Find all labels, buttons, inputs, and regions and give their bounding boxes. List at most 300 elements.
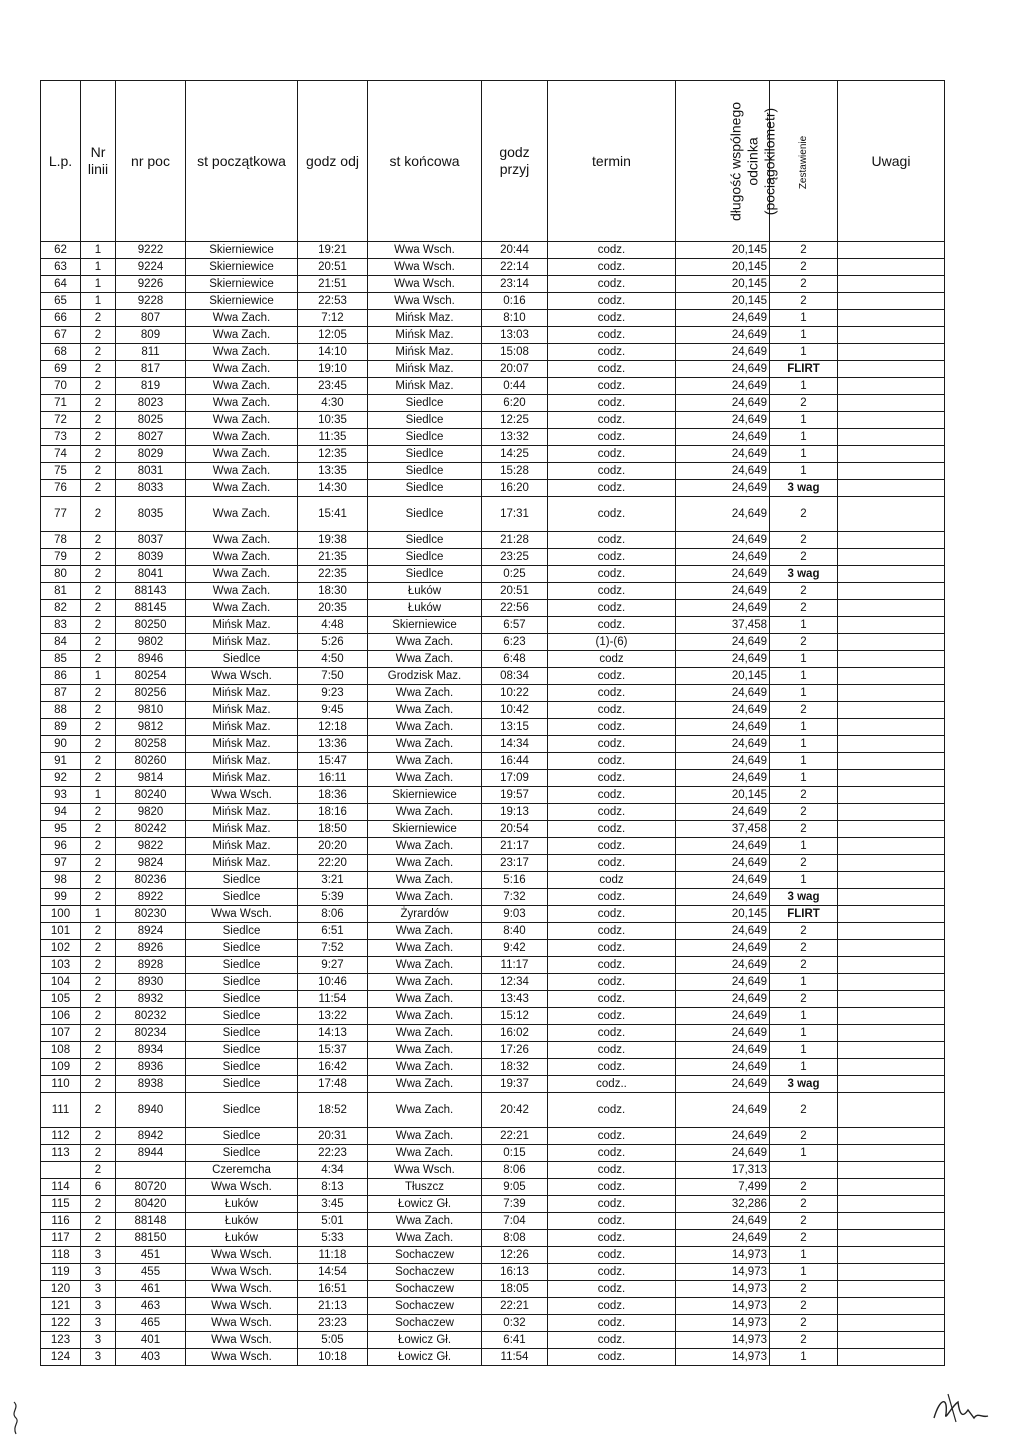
table-row [41,872,945,889]
table-row [41,685,945,702]
cell-uwagi [838,872,945,889]
cell-godz-przyj: 6:48 [482,651,548,668]
cell-lp: 86 [41,668,81,685]
cell-st-koncowa: Wwa Wsch. [368,259,482,276]
cell-nr-poc: 8033 [116,480,186,497]
cell-dlugosc: 20,145 [676,668,770,685]
cell-godz-przyj: 14:25 [482,446,548,463]
cell-godz-odj: 4:34 [298,1162,368,1179]
cell-st-koncowa: Łowicz Gł. [368,1349,482,1366]
cell-zestawienie: 2 [770,1213,838,1230]
cell-godz-przyj: 23:25 [482,549,548,566]
cell-lp: 72 [41,412,81,429]
cell-uwagi [838,770,945,787]
cell-godz-przyj: 5:16 [482,872,548,889]
table-row [41,395,945,412]
cell-nr-linii: 2 [81,1008,116,1025]
table-row [41,753,945,770]
cell-dlugosc: 32,286 [676,1196,770,1213]
cell-godz-przyj: 7:04 [482,1213,548,1230]
cell-nr-poc: 451 [116,1247,186,1264]
cell-dlugosc: 20,145 [676,242,770,259]
signature-scribble [930,1388,990,1428]
cell-dlugosc: 24,649 [676,957,770,974]
cell-st-poczatkowa: Wwa Zach. [186,378,298,395]
cell-st-poczatkowa: Wwa Zach. [186,361,298,378]
cell-lp: 92 [41,770,81,787]
cell-st-poczatkowa: Wwa Zach. [186,583,298,600]
cell-termin: codz [548,872,676,889]
table-row [41,429,945,446]
cell-dlugosc: 24,649 [676,600,770,617]
cell-uwagi [838,940,945,957]
cell-zestawienie: 1 [770,378,838,395]
cell-nr-poc: 80232 [116,1008,186,1025]
cell-nr-poc: 80258 [116,736,186,753]
cell-termin: codz. [548,1093,676,1128]
cell-lp: 83 [41,617,81,634]
cell-dlugosc: 24,649 [676,1093,770,1128]
table-row [41,617,945,634]
cell-uwagi [838,1264,945,1281]
cell-nr-linii: 3 [81,1281,116,1298]
cell-st-poczatkowa: Łuków [186,1196,298,1213]
cell-nr-linii: 2 [81,838,116,855]
table-row [41,821,945,838]
cell-zestawienie: 1 [770,685,838,702]
cell-lp: 85 [41,651,81,668]
cell-st-poczatkowa: Wwa Wsch. [186,1349,298,1366]
cell-godz-przyj: 15:08 [482,344,548,361]
table-row [41,293,945,310]
cell-nr-poc: 8922 [116,889,186,906]
cell-lp [41,1162,81,1179]
header-dlugosc [676,81,778,242]
cell-zestawienie: 2 [770,1315,838,1332]
cell-zestawienie: 2 [770,583,838,600]
cell-nr-linii: 2 [81,1196,116,1213]
cell-nr-poc: 819 [116,378,186,395]
cell-uwagi [838,293,945,310]
cell-nr-poc: 9802 [116,634,186,651]
table-row [41,1145,945,1162]
cell-nr-linii: 2 [81,395,116,412]
cell-dlugosc: 24,649 [676,429,770,446]
cell-zestawienie: 2 [770,634,838,651]
cell-lp: 81 [41,583,81,600]
cell-dlugosc: 20,145 [676,259,770,276]
cell-zestawienie: 2 [770,702,838,719]
cell-nr-poc: 9820 [116,804,186,821]
cell-zestawienie: 3 wag [770,1076,838,1093]
cell-dlugosc: 24,649 [676,736,770,753]
cell-godz-odj: 21:35 [298,549,368,566]
cell-godz-odj: 20:51 [298,259,368,276]
cell-uwagi [838,344,945,361]
cell-godz-przyj: 20:07 [482,361,548,378]
cell-st-poczatkowa: Wwa Zach. [186,412,298,429]
cell-godz-odj: 19:10 [298,361,368,378]
table-row [41,1247,945,1264]
table-row [41,957,945,974]
cell-st-poczatkowa: Wwa Wsch. [186,1281,298,1298]
cell-zestawienie: 2 [770,242,838,259]
cell-zestawienie: 1 [770,719,838,736]
header-row [41,81,945,242]
table-row [41,736,945,753]
cell-nr-poc: 8944 [116,1145,186,1162]
cell-zestawienie: FLIRT [770,906,838,923]
cell-lp: 121 [41,1298,81,1315]
cell-godz-przyj: 23:17 [482,855,548,872]
cell-lp: 90 [41,736,81,753]
cell-dlugosc: 14,973 [676,1332,770,1349]
cell-st-poczatkowa: Mińsk Maz. [186,634,298,651]
cell-zestawienie: 2 [770,923,838,940]
cell-termin: codz. [548,446,676,463]
cell-dlugosc: 24,649 [676,634,770,651]
cell-st-koncowa: Wwa Zach. [368,872,482,889]
cell-lp: 103 [41,957,81,974]
cell-st-poczatkowa: Wwa Zach. [186,327,298,344]
cell-nr-poc: 461 [116,1281,186,1298]
cell-uwagi [838,463,945,480]
cell-nr-poc: 9228 [116,293,186,310]
cell-nr-poc: 9814 [116,770,186,787]
cell-termin: codz. [548,1008,676,1025]
cell-lp: 78 [41,532,81,549]
cell-st-poczatkowa: Mińsk Maz. [186,770,298,787]
cell-nr-linii: 2 [81,991,116,1008]
cell-godz-przyj: 11:54 [482,1349,548,1366]
cell-termin: codz. [548,1196,676,1213]
cell-st-poczatkowa: Wwa Wsch. [186,1264,298,1281]
cell-lp: 71 [41,395,81,412]
cell-godz-przyj: 6:23 [482,634,548,651]
cell-uwagi [838,480,945,497]
cell-dlugosc: 24,649 [676,770,770,787]
cell-nr-linii: 2 [81,1128,116,1145]
cell-godz-przyj: 17:26 [482,1042,548,1059]
header-lp: L.p. [41,81,81,242]
table-row [41,1213,945,1230]
cell-godz-przyj: 17:09 [482,770,548,787]
cell-dlugosc: 24,649 [676,310,770,327]
cell-godz-odj: 6:51 [298,923,368,940]
cell-st-poczatkowa: Skierniewice [186,293,298,310]
cell-godz-odj: 17:48 [298,1076,368,1093]
cell-dlugosc: 24,649 [676,1076,770,1093]
table-row [41,1042,945,1059]
cell-dlugosc: 24,649 [676,344,770,361]
cell-st-koncowa: Wwa Zach. [368,957,482,974]
cell-godz-odj: 15:47 [298,753,368,770]
table-row [41,1093,945,1128]
cell-st-koncowa: Skierniewice [368,787,482,804]
cell-lp: 114 [41,1179,81,1196]
cell-godz-odj: 23:23 [298,1315,368,1332]
cell-st-koncowa: Siedlce [368,566,482,583]
table-row [41,1281,945,1298]
cell-lp: 88 [41,702,81,719]
table-row [41,549,945,566]
cell-lp: 113 [41,1145,81,1162]
cell-dlugosc: 20,145 [676,787,770,804]
table-row [41,242,945,259]
cell-nr-linii: 3 [81,1298,116,1315]
cell-uwagi [838,957,945,974]
cell-zestawienie: 2 [770,1230,838,1247]
header-zestawienie [770,81,838,242]
cell-st-poczatkowa: Wwa Zach. [186,429,298,446]
cell-st-koncowa: Siedlce [368,446,482,463]
cell-st-koncowa: Wwa Zach. [368,634,482,651]
cell-nr-poc: 8932 [116,991,186,1008]
cell-nr-linii: 3 [81,1332,116,1349]
cell-zestawienie: 1 [770,974,838,991]
cell-godz-przyj: 6:57 [482,617,548,634]
cell-dlugosc: 24,649 [676,446,770,463]
cell-godz-przyj: 20:54 [482,821,548,838]
table-row [41,1298,945,1315]
cell-godz-odj: 22:23 [298,1145,368,1162]
cell-st-koncowa: Mińsk Maz. [368,361,482,378]
cell-godz-odj: 3:45 [298,1196,368,1213]
cell-godz-odj: 14:30 [298,480,368,497]
cell-uwagi [838,753,945,770]
cell-lp: 79 [41,549,81,566]
cell-termin: codz. [548,1179,676,1196]
cell-nr-poc: 8027 [116,429,186,446]
cell-lp: 107 [41,1025,81,1042]
header-nr-linii [81,81,116,242]
cell-godz-odj: 12:35 [298,446,368,463]
cell-st-koncowa: Wwa Wsch. [368,1162,482,1179]
cell-dlugosc: 17,313 [676,1162,770,1179]
cell-lp: 91 [41,753,81,770]
cell-godz-przyj: 7:32 [482,889,548,906]
cell-uwagi [838,1145,945,1162]
table-row [41,889,945,906]
cell-dlugosc: 24,649 [676,395,770,412]
cell-godz-przyj: 22:21 [482,1128,548,1145]
cell-godz-odj: 18:36 [298,787,368,804]
cell-termin: codz. [548,906,676,923]
cell-lp: 93 [41,787,81,804]
cell-godz-odj: 19:21 [298,242,368,259]
cell-godz-odj: 14:54 [298,1264,368,1281]
table-row [41,446,945,463]
cell-godz-przyj: 16:44 [482,753,548,770]
cell-termin: codz. [548,293,676,310]
cell-termin: codz. [548,463,676,480]
cell-lp: 70 [41,378,81,395]
cell-dlugosc: 20,145 [676,906,770,923]
cell-nr-linii: 1 [81,259,116,276]
cell-zestawienie: 2 [770,293,838,310]
cell-zestawienie: 2 [770,532,838,549]
cell-nr-linii: 2 [81,600,116,617]
cell-uwagi [838,1332,945,1349]
cell-uwagi [838,361,945,378]
cell-termin: codz. [548,1281,676,1298]
cell-lp: 105 [41,991,81,1008]
cell-godz-przyj: 0:16 [482,293,548,310]
table-row [41,1264,945,1281]
cell-godz-odj: 13:22 [298,1008,368,1025]
cell-nr-poc: 463 [116,1298,186,1315]
cell-st-koncowa: Siedlce [368,497,482,532]
cell-godz-odj: 5:26 [298,634,368,651]
cell-st-poczatkowa: Mińsk Maz. [186,821,298,838]
cell-nr-poc: 88145 [116,600,186,617]
cell-st-koncowa: Siedlce [368,532,482,549]
cell-termin: (1)-(6) [548,634,676,651]
cell-zestawienie: 2 [770,1128,838,1145]
cell-termin: codz. [548,412,676,429]
cell-dlugosc: 14,973 [676,1247,770,1264]
cell-nr-poc: 807 [116,310,186,327]
cell-zestawienie: 2 [770,787,838,804]
cell-godz-odj: 15:41 [298,497,368,532]
cell-termin: codz. [548,804,676,821]
cell-st-koncowa: Sochaczew [368,1247,482,1264]
cell-nr-poc: 9822 [116,838,186,855]
cell-dlugosc: 24,649 [676,327,770,344]
cell-nr-linii: 2 [81,974,116,991]
cell-nr-linii: 2 [81,1042,116,1059]
cell-dlugosc: 14,973 [676,1281,770,1298]
cell-zestawienie: 2 [770,600,838,617]
cell-lp: 67 [41,327,81,344]
cell-godz-odj: 18:52 [298,1093,368,1128]
cell-termin: codz. [548,702,676,719]
cell-nr-poc: 80420 [116,1196,186,1213]
cell-termin: codz. [548,1042,676,1059]
cell-termin: codz. [548,1298,676,1315]
cell-godz-odj: 9:23 [298,685,368,702]
cell-godz-odj: 20:20 [298,838,368,855]
cell-dlugosc: 24,649 [676,702,770,719]
cell-termin: codz. [548,668,676,685]
cell-uwagi [838,702,945,719]
cell-nr-poc: 88150 [116,1230,186,1247]
cell-st-koncowa: Wwa Zach. [368,1025,482,1042]
cell-godz-odj: 22:35 [298,566,368,583]
table-row [41,634,945,651]
cell-st-koncowa: Wwa Zach. [368,838,482,855]
cell-st-koncowa: Wwa Zach. [368,804,482,821]
cell-lp: 111 [41,1093,81,1128]
cell-godz-przyj: 14:34 [482,736,548,753]
table-row [41,1162,945,1179]
table-row [41,906,945,923]
cell-lp: 66 [41,310,81,327]
cell-nr-linii: 2 [81,1145,116,1162]
cell-zestawienie: 1 [770,753,838,770]
cell-termin: codz. [548,855,676,872]
cell-nr-linii: 1 [81,276,116,293]
cell-nr-linii: 3 [81,1264,116,1281]
cell-st-koncowa: Wwa Zach. [368,1042,482,1059]
cell-st-koncowa: Wwa Zach. [368,685,482,702]
cell-godz-przyj: 12:25 [482,412,548,429]
cell-godz-odj: 10:18 [298,1349,368,1366]
cell-godz-przyj: 20:42 [482,1093,548,1128]
cell-st-poczatkowa: Wwa Zach. [186,310,298,327]
cell-dlugosc: 24,649 [676,804,770,821]
cell-godz-odj: 7:52 [298,940,368,957]
cell-lp: 80 [41,566,81,583]
cell-godz-odj: 18:16 [298,804,368,821]
cell-nr-linii: 2 [81,549,116,566]
cell-st-poczatkowa: Wwa Zach. [186,395,298,412]
cell-godz-odj: 7:12 [298,310,368,327]
cell-lp: 100 [41,906,81,923]
cell-nr-poc: 80254 [116,668,186,685]
cell-st-poczatkowa: Wwa Zach. [186,532,298,549]
cell-termin: codz. [548,259,676,276]
cell-termin: codz. [548,736,676,753]
cell-termin: codz. [548,480,676,497]
table-row [41,719,945,736]
cell-termin: codz. [548,719,676,736]
table-row [41,310,945,327]
cell-nr-linii: 2 [81,566,116,583]
cell-st-koncowa: Wwa Zach. [368,753,482,770]
cell-zestawienie: 3 wag [770,889,838,906]
cell-nr-poc: 80240 [116,787,186,804]
cell-uwagi [838,1213,945,1230]
cell-dlugosc: 24,649 [676,753,770,770]
cell-st-koncowa: Sochaczew [368,1281,482,1298]
cell-godz-odj: 4:50 [298,651,368,668]
cell-zestawienie: 1 [770,446,838,463]
cell-nr-linii: 2 [81,310,116,327]
table-row [41,1128,945,1145]
cell-lp: 108 [41,1042,81,1059]
cell-godz-przyj: 13:32 [482,429,548,446]
cell-nr-linii: 1 [81,906,116,923]
cell-st-koncowa: Łuków [368,583,482,600]
cell-nr-linii: 2 [81,957,116,974]
cell-nr-poc [116,1162,186,1179]
cell-lp: 98 [41,872,81,889]
cell-st-koncowa: Skierniewice [368,617,482,634]
cell-uwagi [838,617,945,634]
cell-lp: 116 [41,1213,81,1230]
cell-lp: 77 [41,497,81,532]
table-row [41,651,945,668]
cell-st-poczatkowa: Łuków [186,1230,298,1247]
cell-zestawienie: 1 [770,872,838,889]
cell-lp: 104 [41,974,81,991]
cell-zestawienie: 2 [770,821,838,838]
cell-st-poczatkowa: Wwa Zach. [186,600,298,617]
cell-termin: codz. [548,344,676,361]
cell-uwagi [838,395,945,412]
cell-godz-odj: 20:35 [298,600,368,617]
table-row [41,1332,945,1349]
table-row [41,1196,945,1213]
cell-uwagi [838,889,945,906]
cell-dlugosc: 24,649 [676,1213,770,1230]
table-row [41,378,945,395]
cell-godz-odj: 18:30 [298,583,368,600]
cell-st-koncowa: Wwa Wsch. [368,242,482,259]
cell-dlugosc: 14,973 [676,1315,770,1332]
cell-st-poczatkowa: Wwa Zach. [186,497,298,532]
